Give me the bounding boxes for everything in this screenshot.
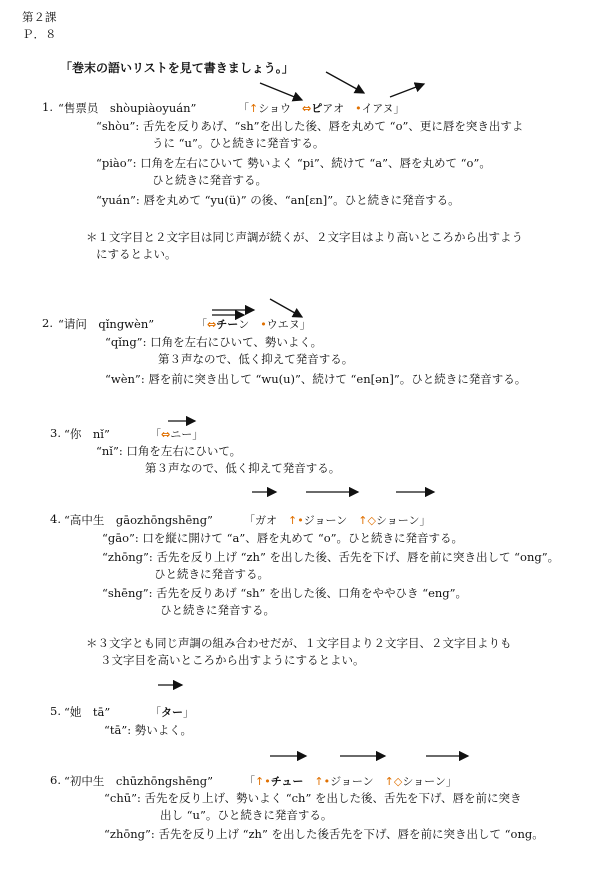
explanation-line: 第３声なので、低く抑えて発音する。 xyxy=(145,461,341,475)
falling-tone-arrow xyxy=(270,299,302,317)
explanation-line: “tā”: 勢いよく。 xyxy=(104,723,193,737)
falling-tone-arrow xyxy=(260,83,302,100)
explanation-line: “shēng”: 舌先を反りあげ “sh” を出した後、口角をややひき “eng”。 xyxy=(102,586,468,600)
explanation-line: “zhōng”: 舌先を反り上げ “zh” を出した後舌先を下げ、唇を前に突き出して “ong。 xyxy=(104,827,544,841)
explanation-line: “gāo”: 口を縦に開けて “a”、唇を丸めて “o”。ひと続きに発音する。 xyxy=(102,531,464,545)
item-number: 6. xyxy=(50,773,61,787)
note-line: ＊３文字とも同じ声調の組み合わせだが、１文字目より２文字目、２文字目よりも xyxy=(86,636,512,650)
item-word: “请问 qǐngwèn” xyxy=(58,317,155,331)
note-line: ＊１文字目と２文字目は同じ声調が続くが、２文字目はより高いところから出すよう xyxy=(86,230,523,244)
rising-tone-arrow xyxy=(390,84,424,97)
kana-reading: 「⇔チーン •ウエヌ」 xyxy=(196,318,311,331)
explanation-line: “zhōng”: 舌先を反り上げ “zh” を出した後、舌先を下げ、唇を前に突き出して “ong”。 xyxy=(102,550,560,564)
explanation-line: ひと続きに発音する。 xyxy=(160,603,275,617)
explanation-line: “shòu”: 舌先を反りあげ、“sh”を出した後、唇を丸めて “o”、更に唇を突き出すよ xyxy=(96,119,524,133)
explanation-line: ひと続きに発音する。 xyxy=(152,173,267,187)
explanation-line: 出し “u”。ひと続きに発音する。 xyxy=(160,808,333,822)
explanation-line: うに “u”。ひと続きに発音する。 xyxy=(152,136,325,150)
explanation-line: “wèn”: 唇を前に突き出して “wu(u)”、続けて “en[ən]”。ひと続きに発音する。 xyxy=(105,372,527,386)
note-line: にするとよい。 xyxy=(96,247,177,261)
explanation-line: ひと続きに発音する。 xyxy=(154,567,269,581)
kana-reading: 「↑ショウ ⇔ピアオ •イアヌ」 xyxy=(238,102,405,115)
item-word: “她 tā” xyxy=(64,705,111,719)
item-number: 4. xyxy=(50,512,61,526)
explanation-line: “chū”: 舌先を反り上げ、勢いよく “ch” を出した後、舌先を下げ、唇を前に突き xyxy=(104,791,522,805)
lesson-label: 第２課 xyxy=(22,10,57,24)
falling-tone-arrow xyxy=(326,72,364,93)
item-number: 2. xyxy=(42,316,53,330)
item-word: “你 nǐ” xyxy=(64,427,110,441)
kana-reading: 「ター」 xyxy=(150,706,194,719)
kana-reading: 「↑•チュー ↑•ジョーン ↑◇ショーン」 xyxy=(244,775,457,788)
item-number: 1. xyxy=(42,100,53,114)
note-line: ３文字目を高いところから出すようにするとよい。 xyxy=(100,653,365,667)
page-label: Ｐ．８ xyxy=(22,27,57,41)
item-number: 5. xyxy=(50,704,61,718)
item-word: “售票员 shòupiàoyuán” xyxy=(58,101,197,115)
item-number: 3. xyxy=(50,426,61,440)
kana-reading: 「ガオ ↑•ジョーン ↑◇ショーン」 xyxy=(244,514,431,527)
explanation-line: “qǐng”: 口角を左右にひいて、勢いよく。 xyxy=(105,335,323,349)
explanation-line: “nǐ”: 口角を左右にひいて。 xyxy=(96,444,242,458)
kana-reading: 「⇔ニー」 xyxy=(150,428,204,441)
item-word: “高中生 gāozhōngshēng” xyxy=(64,513,213,527)
item-word: “初中生 chūzhōngshēng” xyxy=(64,774,214,788)
explanation-line: “piào”: 口角を左右にひいて 勢いよく “pi”、続けて “a”、唇を丸めて “o”。 xyxy=(96,156,491,170)
instruction: 「巻末の語いリストを見て書きましょう。」 xyxy=(60,61,294,75)
explanation-line: “yuán”: 唇を丸めて “yu(ü)” の後、“an[ɛn]”。ひと続きに発音する。 xyxy=(96,193,460,207)
explanation-line: 第３声なので、低く抑えて発音する。 xyxy=(158,352,354,366)
